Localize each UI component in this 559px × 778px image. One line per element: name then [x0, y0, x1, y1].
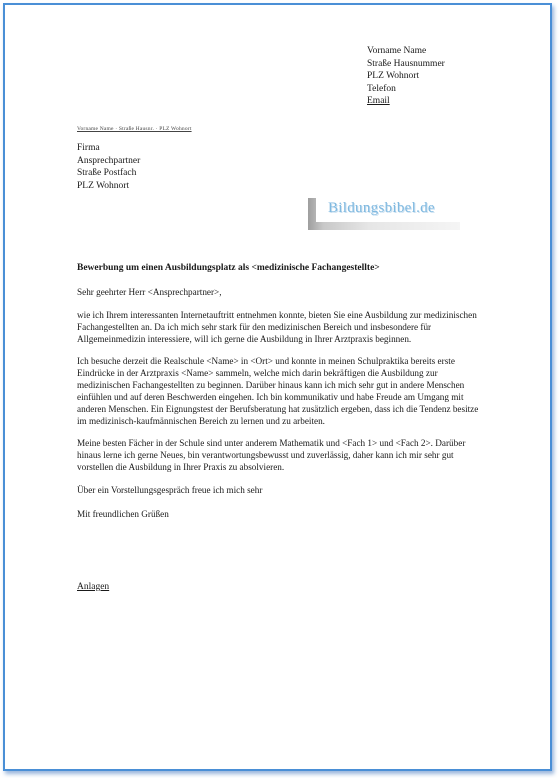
letter-body — [77, 287, 487, 521]
letter-subject: Bewerbung um einen Ausbildungsplatz als <medizinische Fachangestellte> — [77, 263, 380, 273]
watermark-logo — [308, 198, 460, 230]
return-address-line: Vorname Name · Straße Hausnr. · PLZ Wohnort — [77, 126, 192, 132]
closing-salutation: Mit freundlichen Grüßen — [77, 508, 169, 519]
sender-name: Vorname Name — [367, 46, 427, 56]
attachments-link[interactable]: Anlagen — [77, 582, 110, 592]
sender-phone: Telefon — [367, 83, 396, 94]
sender-email-link[interactable]: Email — [367, 96, 390, 107]
recipient-contact: Ansprechpartner — [77, 155, 141, 166]
letter-greeting: Sehr geehrter Herr <Ansprechpartner>, — [77, 287, 222, 297]
closing-sentence: Über ein Vorstellungsgespräch freue ich mich sehr — [77, 484, 263, 495]
recipient-company: Firma — [77, 143, 100, 153]
recipient-street: Straße Postfach — [77, 168, 137, 179]
sender-street: Straße Hausnummer — [367, 58, 445, 69]
logo-text: Bildungsbibel.de — [328, 200, 435, 216]
body-paragraph-1: wie ich Ihrem interessanten Internetauftritt entnehmen konnte, bieten Sie eine Ausbildung zur medizinischen Fachangestellten an. Da ich mich sehr stark für den medizinischen Bereich und insbesondere für Allgemeinmedizin interessiere, will ich gerne die Ausbildung in Ihrer Arztpraxis beginnen. — [77, 309, 477, 344]
sender-address-block — [367, 45, 445, 108]
body-paragraph-2: Ich besuche derzeit die Realschule <Name> in <Ort> und konnte in meinen Schulpraktika bereits erste Eindrücke in der Arztpraxis <Name> sammeln, welche mich darin bekräftigen die Ausbildung zur medizinischen Fachangestellten zu beginnen. Darüber hinaus kann ich mich sehr gut in andere Menschen einfühlen und auf deren Beschwerden eingehen. Ich bin kommunikativ und habe Freude am Umgang mit anderen Menschen. Ein Eignungstest der Berufsberatung hat zusätzlich ergeben, dass ich die Tendenz besitze im medizinisch-kaufmännischen Bereich zu lernen und zu arbeiten. — [77, 356, 479, 426]
sender-city: PLZ Wohnort — [367, 71, 420, 82]
body-paragraph-3: Meine besten Fächer in der Schule sind unter anderem Mathematik und <Fach 1> und <Fach 2>. Darüber hinaus lerne ich gerne Neues, bin verantwortungsbewusst und zuverlässig, daher kann ich mir sehr gut vorstellen die Ausbildung in Ihrer Praxis zu absolvieren. — [77, 438, 466, 473]
recipient-city: PLZ Wohnort — [77, 180, 130, 191]
recipient-address-block — [77, 142, 140, 192]
